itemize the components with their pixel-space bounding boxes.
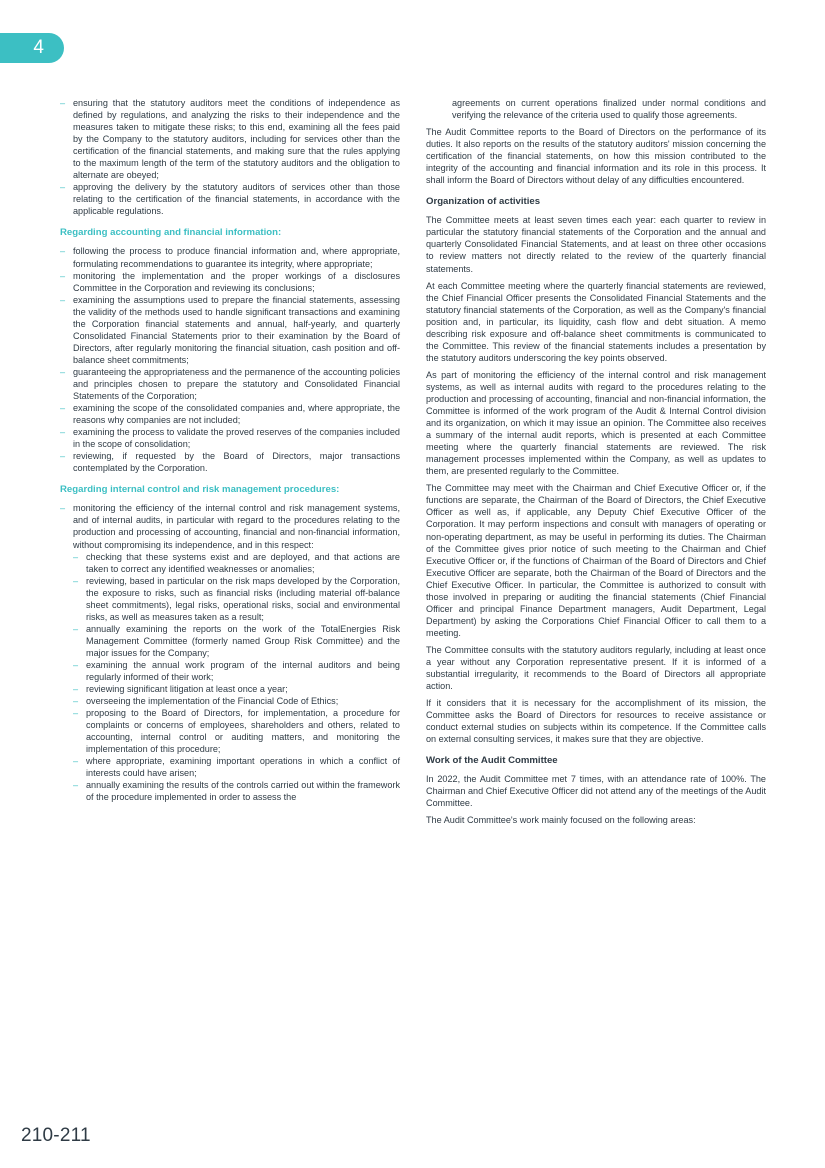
organization-heading: Organization of activities (426, 196, 541, 208)
paragraph: If it considers that it is necessary for the accomplishment of its mission, the Committee asks the Board of Directors for resources to receive assistance or conduct external studies on subjects within its competence. If the Committee calls on external consulting services, it makes sure that they are objective. (426, 698, 766, 745)
list-item: – examining the scope of the consolidated companies and, where appropriate, the reasons why companies are not included; (60, 402, 400, 426)
work-heading: Work of the Audit Committee (426, 755, 558, 767)
intro-list (60, 97, 400, 217)
sub-list-item: – reviewing, based in particular on the risk maps developed by the Corporation, the exposure to risks, such as financial risks (including material off-balance sheet commitments), legal risks, operational risks, social and environmental risks, as well as measures taken as a result; (73, 575, 400, 623)
chapter-tab: 4 (0, 33, 64, 63)
paragraph: The Committee consults with the statutory auditors regularly, including at least once a year without any Corporation representative present. If it is informed of a substantial irregularity, it recommends to the Board of Directors all appropriate action. (426, 644, 766, 692)
paragraph: As part of monitoring the efficiency of the internal control and risk management systems, as well as internal audits with regard to the procedures relating to the production and processing of accounting, financial and non-financial information, the Committee is informed of the work program of the Audit & Internal Control division and its organization, on which it may issue an opinion. The Committee also receives a summary of the internal audit reports, which is presented at each Committee meeting where the quarterly financial statements are reviewed. The risk management processes implemented within the Company, as well as updates to them, are presented regularly to the Committee. (426, 369, 766, 477)
internal-control-heading: Regarding internal control and risk management procedures: (60, 484, 340, 496)
continued-sub-item (426, 97, 766, 121)
list-item (60, 502, 400, 803)
paragraph: In 2022, the Audit Committee met 7 times, with an attendance rate of 100%. The Chairman and Chief Executive Officer did not attend any of the meetings of the Audit Committee. (426, 774, 766, 809)
left-column (60, 97, 400, 809)
sub-list-item: – checking that these systems exist and are deployed, and that actions are taken to correct any identified weaknesses or anomalies; (73, 551, 400, 575)
internal-control-list (60, 502, 400, 803)
paragraph: The Committee meets at least seven times each year: each quarter to review in particular the statutory financial statements of the Corporation and the annual and quarterly Consolidated Financial Statements, and at least on three other occasions to review matters not directly related to the review of the quarterly financial statements. (426, 215, 766, 274)
sub-list-item: – overseeing the implementation of the Financial Code of Ethics; (73, 695, 400, 707)
accounting-list (60, 245, 400, 474)
internal-control-sublist (73, 551, 400, 804)
list-item: – examining the assumptions used to prepare the financial statements, assessing the validity of the methods used to handle significant transactions and examining the Corporation financial statements and annual, half-yearly, and quarterly Consolidated Financial Statements prior to their examination by the Board of Directors, after regularly monitoring the financial situation, cash position and off-balance sheet commitments; (60, 294, 400, 366)
paragraph: The Committee may meet with the Chairman and Chief Executive Officer or, if the functions are separate, the Chairman of the Board of Directors, the Chief Executive Officer as well as, if applicable, any Deputy Chief Executive Officer of the Corporation. It may perform inspections and consult with managers of operating or non-operating department, as may be useful in performing its duties. The Chairman of the Committee gives prior notice of such meeting to the Chairman and Chief Executive Officer or, if the functions of Chairman of the Board of Directors and Chief Executive Officer are separate, both the Chairman of the Board of Directors and the Chief Executive Officer. In particular, the Committee is authorized to consult with those involved in preparing or auditing the financial statements (Chief Financial Officer and principal Finance Department managers, Audit Department, Legal Department) by asking the Corporations Chief Financial Officer to call them to a meeting. (426, 483, 766, 638)
continued-text: agreements on current operations finalized under normal conditions and verifying the relevance of the criteria used to qualify those agreements. (452, 98, 766, 121)
list-item: – approving the delivery by the statutory auditors of services other than those relating to the certification of the financial statements, in accordance with the applicable regulations. (60, 181, 400, 217)
sub-list-item: – annually examining the reports on the work of the TotalEnergies Risk Management Committee (formerly named Group Risk Committee) and the major issues for the Company; (73, 623, 400, 659)
sub-list-item: – examining the annual work program of the internal auditors and being regularly informed of their work; (73, 659, 400, 683)
report-paragraph: The Audit Committee reports to the Board of Directors on the performance of its duties. It also reports on the results of the statutory auditors' mission concerning the certification of the financial statements, on how this mission contributed to the integrity of the accounting and financial information and its role in this process. It shall inform the Board of Directors without delay of any difficulties encountered. (426, 127, 766, 186)
sub-list-item: – proposing to the Board of Directors, for implementation, a procedure for complaints or concerns of employees, shareholders and others, related to accounting, internal control or auditing matters, and monitoring the implementation of this procedure; (73, 707, 400, 755)
accounting-heading: Regarding accounting and financial information: (60, 227, 282, 239)
paragraph: The Audit Committee's work mainly focused on the following areas: (426, 815, 696, 826)
right-column (426, 97, 766, 831)
sub-list-item: – reviewing significant litigation at least once a year; (73, 683, 400, 695)
paragraph: At each Committee meeting where the quarterly financial statements are reviewed, the Chief Financial Officer presents the Consolidated Financial Statements and the statutory financial statements of the Corporation, as well as the Company's financial position and, in particular, its liquidity, cash flow and debt situation. A memo describing risk exposure and off-balance sheet commitments is communicated to the Committee. This review of the financial statements includes a presentation by the statutory auditors underscoring the key points observed. (426, 280, 766, 363)
list-item: – guaranteeing the appropriateness and the permanence of the accounting policies and principles chosen to prepare the statutory and Consolidated Financial Statements of the Corporation; (60, 366, 400, 402)
list-item-text: monitoring the efficiency of the internal control and risk management systems, and of internal audits, in particular with regard to the procedures relating to the production and processing of accounting, financial and non-financial information, without compromising its independence, and in this respect: (73, 503, 400, 550)
list-item: – monitoring the implementation and the proper workings of a disclosures Committee in the Corporation and reviewing its conclusions; (60, 270, 400, 294)
continuation-list (426, 97, 766, 121)
list-item: – following the process to produce financial information and, where appropriate, formulating recommendations to guarantee its integrity, where appropriate; (60, 245, 400, 269)
list-item: – ensuring that the statutory auditors meet the conditions of independence as defined by regulations, and analyzing the risks to their independence and the measures taken to mitigate these risks; to this end, examining all the fees paid by the Company to the statutory auditors, including for services other than the certification of the financial statements, and making sure that the rules applying to the maximum length of the term of the statutory auditors and the obligation to alternate are obeyed; (60, 97, 400, 181)
sub-list-item: – where appropriate, examining important operations in which a conflict of interests could have arisen; (73, 755, 400, 779)
list-item: – examining the process to validate the proved reserves of the companies included in the scope of consolidation; (60, 426, 400, 450)
sub-list-item: – annually examining the results of the controls carried out within the framework of the procedure implemented in order to assess the (73, 779, 400, 803)
list-item: – reviewing, if requested by the Board of Directors, major transactions contemplated by the Corporation. (60, 450, 400, 474)
page-number: 210-211 (21, 1125, 91, 1146)
